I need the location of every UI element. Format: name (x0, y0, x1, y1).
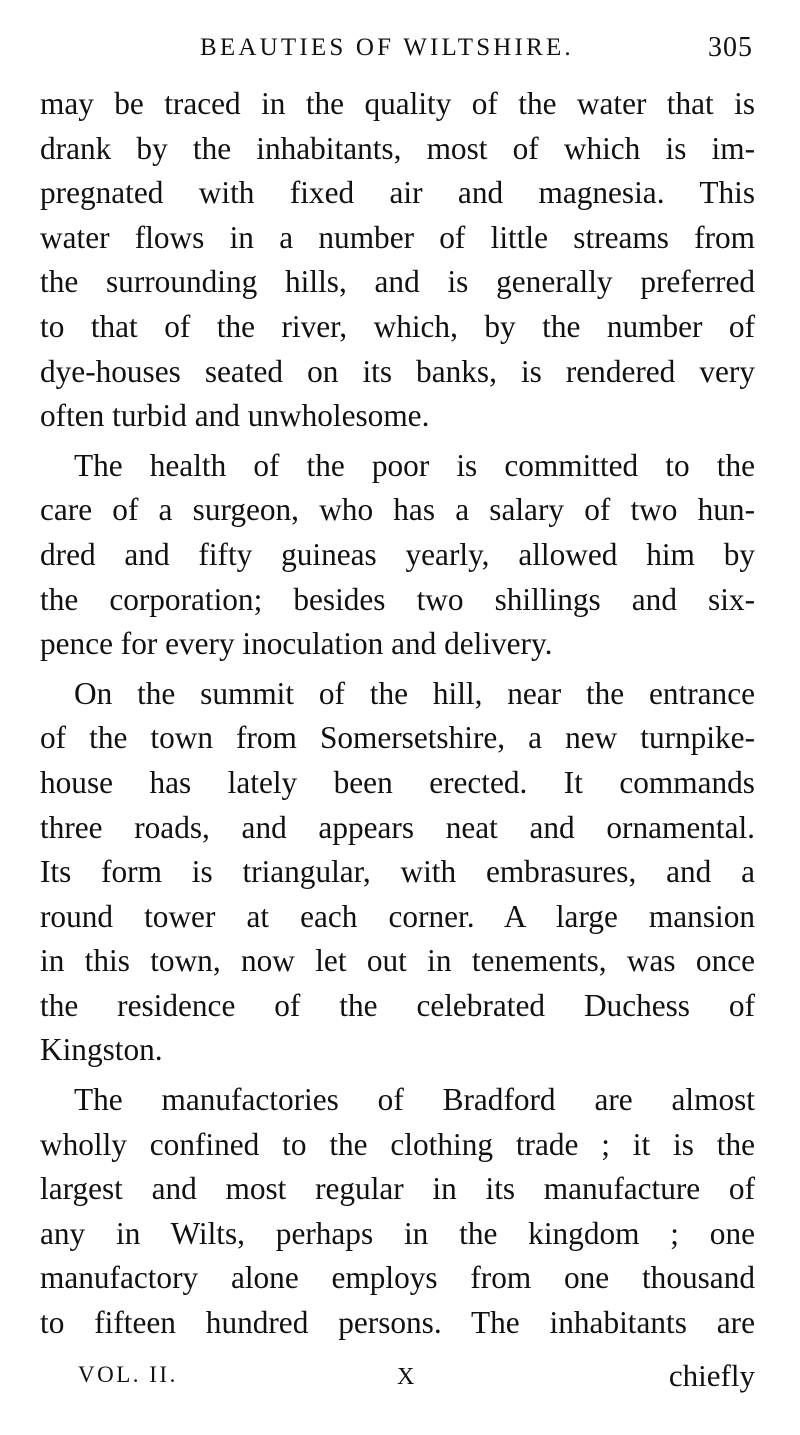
text-line: The health of the poor is committed to the (74, 447, 755, 483)
body-text (40, 82, 755, 1346)
text-line: in this town, now let out in tenements, was once (40, 943, 755, 979)
running-head (40, 30, 755, 82)
volume-label: VOL. II. (78, 1362, 178, 1387)
text-line: of the town from Somersetshire, a new turnpike- (40, 720, 755, 756)
text-line: care of a surgeon, who has a salary of two hun- (40, 492, 755, 528)
text-line: the residence of the celebrated Duchess of (40, 987, 755, 1023)
text-line: water flows in a number of little streams from (40, 219, 755, 255)
book-page (40, 30, 755, 1351)
text-line: to fifteen hundred persons. The inhabitants are (40, 1305, 755, 1341)
text-line: drank by the inhabitants, most of which is im- (40, 130, 755, 166)
text-line: wholly confined to the clothing trade ; it is the (40, 1126, 755, 1162)
catchword: chiefly (668, 1358, 755, 1393)
text-line: Kingston. (40, 1032, 163, 1068)
text-line: three roads, and appears neat and ornamental. (40, 809, 755, 845)
text-line: the surrounding hills, and is generally preferred (40, 264, 755, 300)
page-number: 305 (708, 32, 753, 63)
page-footer (40, 1358, 755, 1412)
text-line: round tower at each corner. A large mansion (40, 898, 755, 934)
text-line: pence for every inoculation and delivery. (40, 626, 553, 662)
text-line: largest and most regular in its manufacture of (40, 1171, 755, 1207)
running-title: BEAUTIES OF WILTSHIRE. (200, 34, 574, 61)
text-line: often turbid and unwholesome. (40, 398, 430, 434)
text-line: The manufactories of Bradford are almost (74, 1082, 755, 1118)
paragraph (40, 1078, 755, 1346)
text-line: to that of the river, which, by the number of (40, 308, 755, 344)
text-line: dred and fifty guineas yearly, allowed him by (40, 536, 755, 572)
text-line: may be traced in the quality of the water that is (40, 86, 755, 121)
text-line: the corporation; besides two shillings and six- (40, 581, 755, 617)
text-line: house has lately been erected. It commands (40, 764, 755, 800)
signature-mark: X (397, 1364, 415, 1390)
text-line: On the summit of the hill, near the entrance (74, 675, 755, 711)
paragraph (40, 672, 755, 1073)
text-line: any in Wilts, perhaps in the kingdom ; one (40, 1215, 755, 1251)
paragraph (40, 82, 755, 439)
text-line: dye-houses seated on its banks, is rendered very (40, 353, 755, 389)
text-line: manufactory alone employs from one thousand (40, 1260, 755, 1296)
text-line: Its form is triangular, with embrasures, and a (40, 854, 755, 890)
text-line: pregnated with fixed air and magnesia. This (40, 175, 755, 211)
paragraph (40, 444, 755, 667)
